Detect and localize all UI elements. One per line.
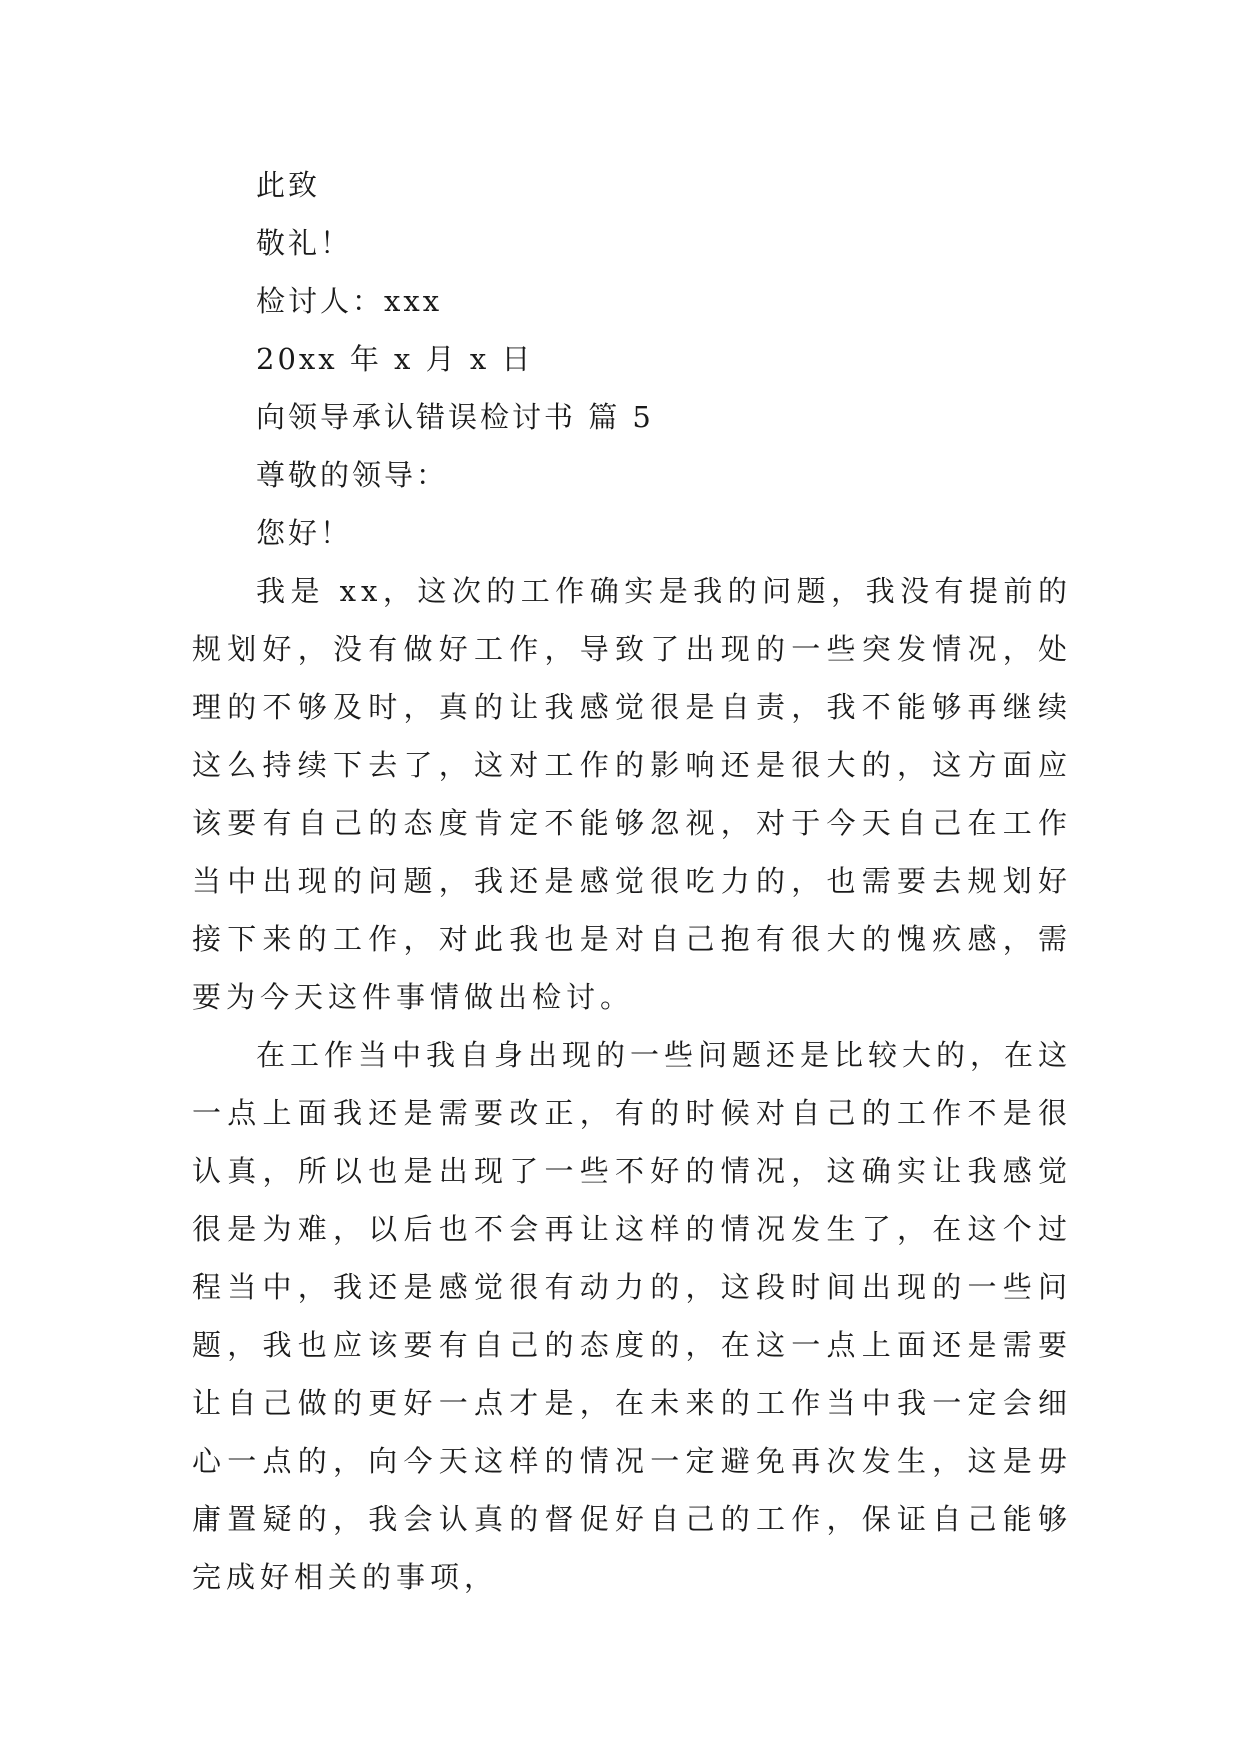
signer-line: 检讨人：xxx: [256, 284, 443, 318]
greeting-line: 尊敬的领导：: [256, 458, 449, 492]
hello-line: 您好！: [256, 516, 353, 550]
section-title: 向领导承认错误检讨书 篇 5: [256, 400, 654, 434]
body-paragraph-1: 我是 xx，这次的工作确实是我的问题，我没有提前的规划好，没有做好工作，导致了出现的一些突发情况，处理的不够及时，真的让我感觉很是自责，我不能够再继续这么持续下去了，这对工作的影响还是很大的，这方面应该要有自己的态度肯定不能够忽视，对于今天自己在工作当中出现的问题，我还是感觉很吃力的，也需要去规划好接下来的工作，对此我也是对自己抱有很大的愧疚感，需要为今天这件事情做出检讨。: [192, 574, 1072, 1014]
document-body: [192, 156, 1072, 1606]
closing-line: 此致: [256, 168, 321, 202]
date-line: 20xx 年 x 月 x 日: [256, 342, 534, 376]
salute-line: 敬礼！: [256, 226, 353, 260]
body-paragraph-2: 在工作当中我自身出现的一些问题还是比较大的，在这一点上面我还是需要改正，有的时候对自己的工作不是很认真，所以也是出现了一些不好的情况，这确实让我感觉很是为难，以后也不会再让这样的情况发生了，在这个过程当中，我还是感觉很有动力的，这段时间出现的一些问题，我也应该要有自己的态度的，在这一点上面还是需要让自己做的更好一点才是，在未来的工作当中我一定会细心一点的，向今天这样的情况一定避免再次发生，这是毋庸置疑的，我会认真的督促好自己的工作，保证自己能够完成好相关的事项，: [192, 1038, 1073, 1594]
